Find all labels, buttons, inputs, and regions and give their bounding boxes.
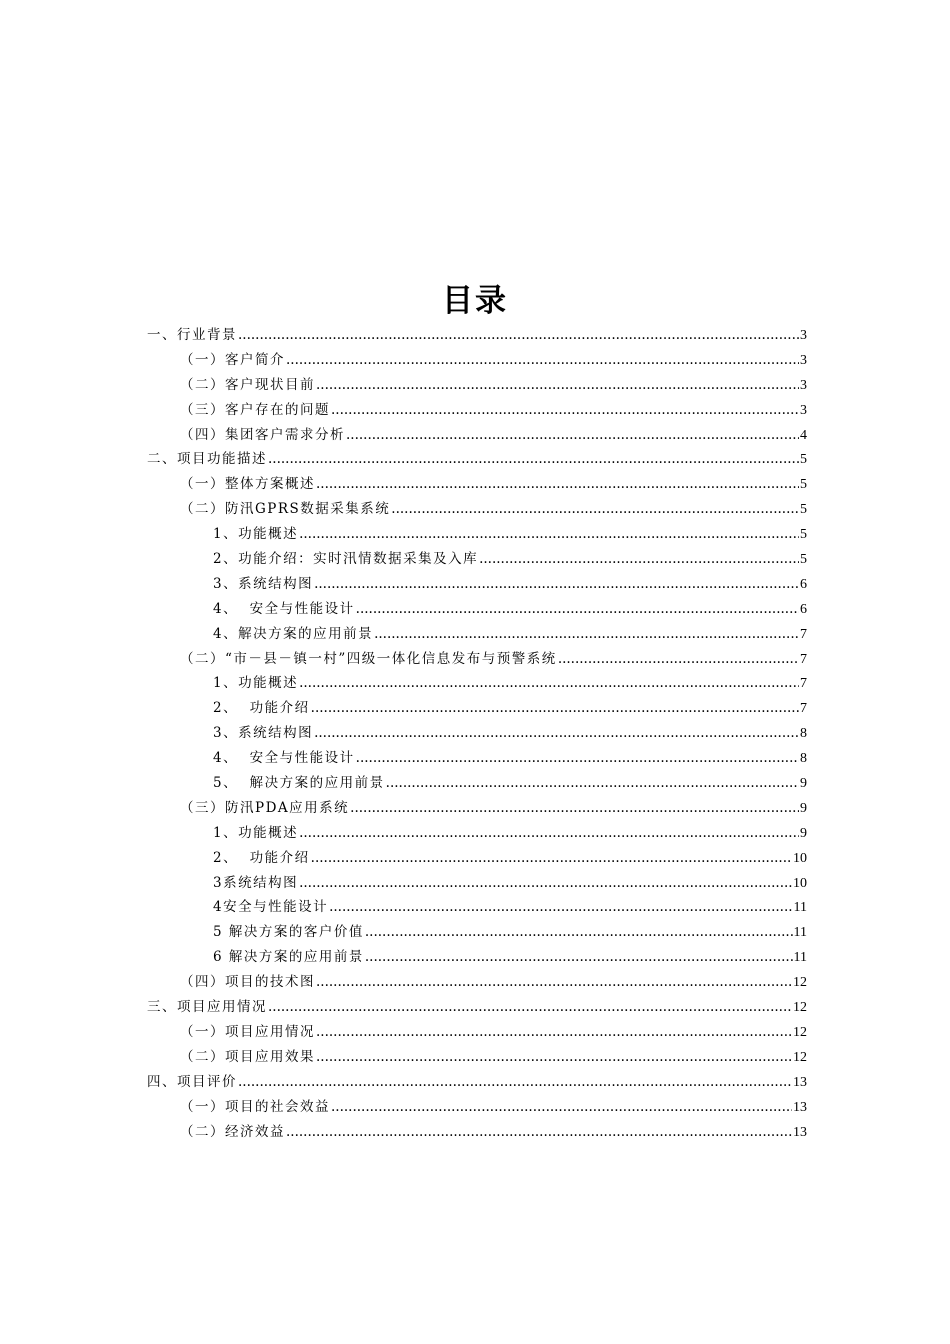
dot-leader [268,995,792,1020]
dot-leader [365,945,793,970]
dot-leader [479,547,799,572]
toc-page-number: 7 [800,676,807,692]
toc-page-number: 7 [800,626,807,642]
toc-entry-title: 4、解决方案的应用前景 [213,625,374,642]
toc-page-number: 11 [793,900,807,916]
toc-entry[interactable] [147,472,807,497]
toc-entry[interactable] [147,945,807,970]
toc-entry-title: 3系统结构图 [213,874,299,891]
toc-entry[interactable] [147,871,807,896]
toc-entry-title: 三、项目应用情况 [147,999,267,1016]
toc-entry-title: 四、项目评价 [147,1073,237,1090]
dot-leader [350,796,799,821]
toc-page-number: 12 [793,1000,807,1016]
dot-leader [299,871,792,896]
toc-entry[interactable] [147,647,807,672]
dot-leader [365,920,793,945]
toc-entry-title: （一）项目的社会效益 [180,1098,330,1115]
toc-entry-title: 1、功能概述 [213,675,299,692]
toc-entry-title: 4、 安全与性能设计 [213,750,355,767]
toc-entry[interactable] [147,1045,807,1070]
toc-page-number: 11 [793,950,807,966]
toc-entry[interactable] [147,398,807,423]
toc-page-number: 8 [800,726,807,742]
toc-entry-title: （三）客户存在的问题 [180,401,330,418]
dot-leader [316,1020,792,1045]
toc-entry[interactable] [147,447,807,472]
toc-page-number: 13 [793,1074,807,1090]
dot-leader [314,721,799,746]
toc-page-number: 13 [793,1124,807,1140]
dot-leader [286,1120,792,1145]
toc-entry-title: 2、功能介绍：实时汛情数据采集及入库 [213,551,479,568]
toc-entry-title: （一）项目应用情况 [180,1023,315,1040]
toc-entry[interactable] [147,572,807,597]
toc-page-number: 7 [800,701,807,717]
toc-entry-title: 5、 解决方案的应用前景 [213,775,385,792]
toc-entry[interactable] [147,547,807,572]
toc-entry-title: 2、 功能介绍 [213,700,310,717]
toc-page-number: 13 [793,1099,807,1115]
toc-page-number: 12 [793,1049,807,1065]
dot-leader [314,572,799,597]
toc-entry[interactable] [147,373,807,398]
toc-entry[interactable] [147,597,807,622]
dot-leader [238,323,799,348]
toc-entry[interactable] [147,671,807,696]
dot-leader [311,846,792,871]
toc-entry-title: 一、行业背景 [147,327,237,343]
toc-page-number: 12 [793,1024,807,1040]
toc-entry[interactable] [147,746,807,771]
toc-page-number: 3 [800,352,807,368]
toc-entry[interactable] [147,696,807,721]
toc-entry-title: 2、 功能介绍 [213,849,310,866]
toc-page-number: 4 [800,427,807,443]
dot-leader [386,771,799,796]
toc-page-number: 9 [800,800,807,816]
dot-leader [299,821,799,846]
toc-title: 目录 [442,283,508,319]
dot-leader [316,373,799,398]
toc-entry-title: （二）“市－县－镇一村”四级一体化信息发布与预警系统 [180,650,557,667]
toc-entry[interactable] [147,846,807,871]
toc-entry-title: （二）防汛GPRS数据采集系统 [180,501,391,518]
dot-leader [316,970,792,995]
toc-entry[interactable] [147,348,807,373]
dot-leader [268,447,799,472]
toc-page-number: 3 [800,402,807,418]
toc-entry[interactable] [147,895,807,920]
toc-entry[interactable] [147,771,807,796]
dot-leader [391,497,799,522]
toc-page-number: 5 [800,527,807,543]
dot-leader [238,1070,792,1095]
toc-entry-title: （二）客户现状目前 [180,376,315,393]
toc-entry[interactable] [147,721,807,746]
dot-leader [299,671,799,696]
table-of-contents [147,323,807,1144]
dot-leader [316,1045,792,1070]
toc-entry-title: （一）客户简介 [180,351,285,368]
toc-entry[interactable] [147,323,807,348]
dot-leader [346,423,799,448]
dot-leader [311,696,799,721]
toc-entry[interactable] [147,1070,807,1095]
toc-entry[interactable] [147,796,807,821]
toc-entry-title: 1、功能概述 [213,824,299,841]
toc-page-number: 5 [800,552,807,568]
toc-entry[interactable] [147,1095,807,1120]
toc-entry[interactable] [147,522,807,547]
toc-entry-title: （一）整体方案概述 [180,476,315,493]
toc-entry[interactable] [147,970,807,995]
dot-leader [356,597,799,622]
toc-entry-title: 3、系统结构图 [213,725,314,742]
toc-entry-title: （四）项目的技术图 [180,974,315,991]
toc-entry[interactable] [147,622,807,647]
toc-page-number: 8 [800,751,807,767]
toc-page-number: 12 [793,975,807,991]
toc-entry[interactable] [147,497,807,522]
toc-entry-title: （三）防汛PDA应用系统 [180,799,350,816]
toc-page-number: 3 [800,377,807,393]
toc-page-number: 9 [800,825,807,841]
toc-page-number: 10 [793,850,807,866]
toc-entry-title: 6 解决方案的应用前景 [213,949,364,966]
toc-entry-title: 1、功能概述 [213,526,299,543]
dot-leader [331,398,799,423]
dot-leader [299,522,799,547]
toc-entry-title: （二）项目应用效果 [180,1048,315,1065]
dot-leader [316,472,799,497]
dot-leader [329,895,792,920]
toc-entry-title: 3、系统结构图 [213,575,314,592]
dot-leader [286,348,799,373]
toc-page-number: 3 [800,328,807,343]
toc-page-number: 5 [800,477,807,493]
toc-entry-title: （四）集团客户需求分析 [180,426,345,443]
toc-page-number: 7 [800,651,807,667]
toc-entry[interactable] [147,1020,807,1045]
dot-leader [331,1095,792,1120]
toc-entry[interactable] [147,920,807,945]
toc-page-number: 6 [800,576,807,592]
toc-entry-title: （二）经济效益 [180,1123,285,1140]
toc-page-number: 6 [800,601,807,617]
toc-page-number: 10 [793,875,807,891]
toc-entry-title: 5 解决方案的客户价值 [213,924,364,941]
toc-page-number: 9 [800,776,807,792]
toc-entry[interactable] [147,423,807,448]
toc-entry[interactable] [147,995,807,1020]
dot-leader [356,746,799,771]
toc-entry-title: 4、 安全与性能设计 [213,600,355,617]
toc-page-number: 5 [800,502,807,518]
toc-entry-title: 4安全与性能设计 [213,899,329,916]
toc-page-number: 5 [800,452,807,468]
dot-leader [558,647,799,672]
toc-entry[interactable] [147,1120,807,1145]
toc-entry-title: 二、项目功能描述 [147,451,267,468]
dot-leader [374,622,799,647]
toc-entry[interactable] [147,821,807,846]
toc-page-number: 11 [793,925,807,941]
